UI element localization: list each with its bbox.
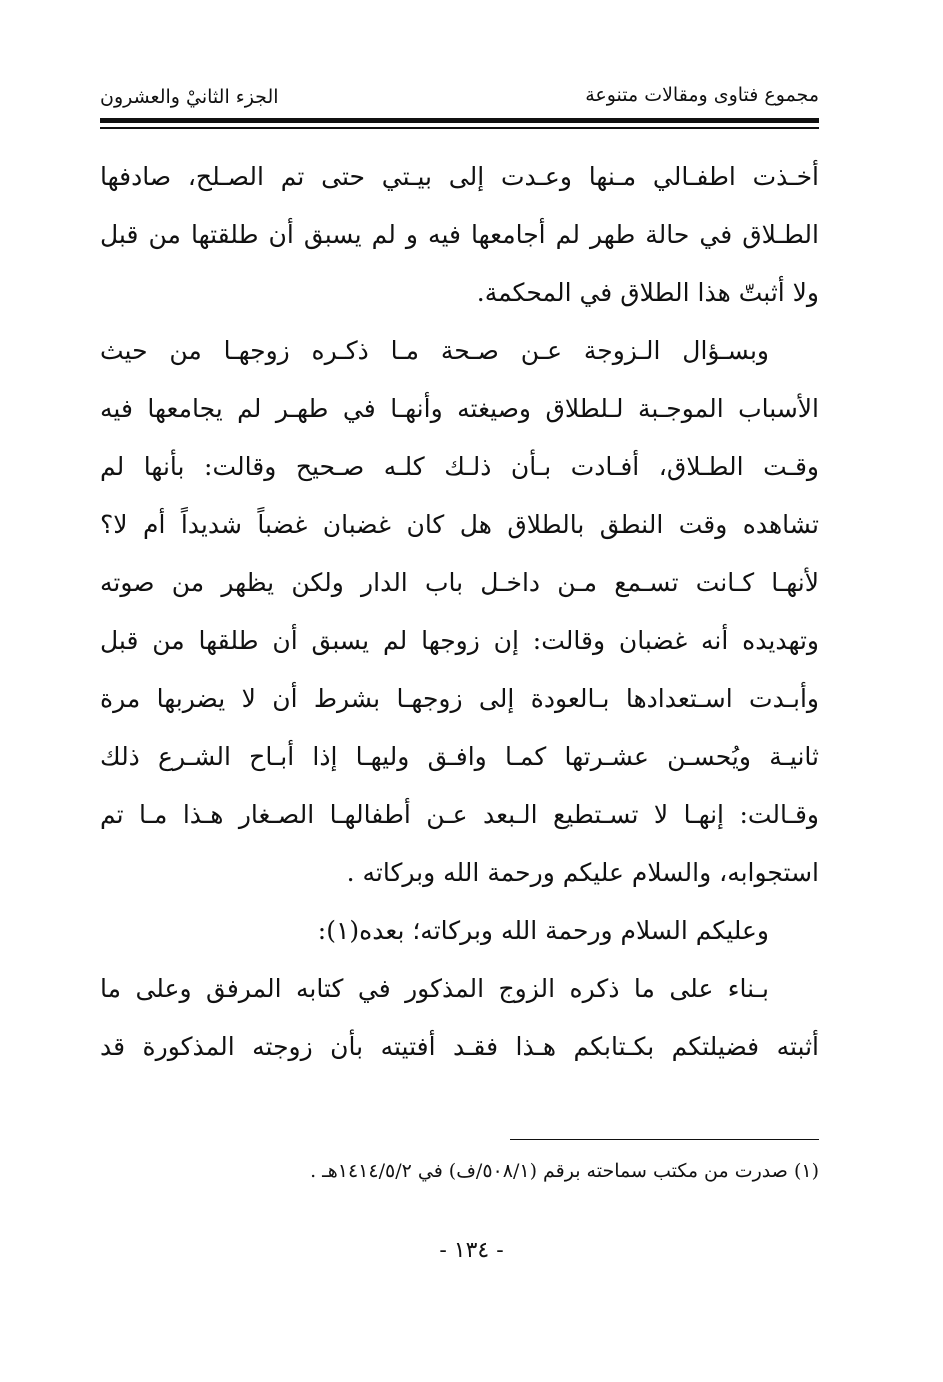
header-volume-title: الجزء الثانيْ والعشرون: [100, 86, 279, 108]
header-rule-thin: [100, 127, 819, 129]
footnote: (١) صدرت من مكتب سماحته برقم (٥٠٨/١/ف) في ١٤١٤/٥/٢هـ .: [310, 1160, 819, 1182]
text-line: لأنهـا كـانت تسـمع مـن داخـل باب الدار ولكن يظهر من صوته: [100, 568, 819, 597]
footnote-rule: [510, 1139, 819, 1140]
text-line: الأسباب الموجـبة لـلطلاق وصيغته وأنهـا في طهـر لم يجامعها فيه: [100, 394, 819, 423]
header-book-title: مجموع فتاوى ومقالات متنوعة: [585, 84, 819, 106]
text-line: أخـذت اطفـالي مـنها وعـدت إلى بيـتي حتى تم الصـلح، صادفها: [100, 162, 819, 191]
body-text: [100, 148, 819, 1076]
text-line: بـناء على ما ذكره الزوج المذكور في كتابه المرفق وعلى ما: [100, 974, 769, 1003]
text-line: وأبـدت اسـتعدادها بـالعودة إلى زوجهـا بشرط أن لا يضربها مرة: [100, 684, 819, 713]
text-line: ولا أثبتّ هذا الطلاق في المحكمة.: [476, 278, 819, 307]
text-line: وقـت الطـلاق، أفـادت بـأن ذلـك كلـه صـحيح وقالت: بأنها لم: [100, 452, 819, 481]
text-line: وقـالت: إنهـا لا تسـتطيع الـبعد عـن أطفالهـا الصـغار هـذا مـا تم: [100, 800, 819, 829]
text-line: الطـلاق في حالة طهر لم أجامعها فيه و لم يسبق أن طلقتها من قبل: [100, 220, 819, 249]
page-number: - ١٣٤ -: [439, 1238, 504, 1263]
text-line: تشاهده وقت النطق بالطلاق هل كان غضبان غضباً شديداً أم لا؟: [100, 510, 819, 539]
header-rule-thick: [100, 118, 819, 123]
text-line: استجوابه، والسلام عليكم ورحمة الله وبركاته .: [346, 858, 819, 887]
text-line: وعليكم السلام ورحمة الله وبركاته؛ بعده(١):: [317, 916, 769, 945]
text-line: وتهديده أنه غضبان وقالت: إن زوجها لم يسبق أن طلقها من قبل: [100, 626, 819, 655]
text-line: أثبته فضيلتكم بكـتابكم هـذا فقـد أفتيته بأن زوجته المذكورة قد: [100, 1032, 819, 1061]
text-line: وبسـؤال الـزوجة عـن صـحة مـا ذكـره زوجهـا من حيث: [100, 336, 769, 365]
text-line: ثانيـة ويُحسـن عشـرتها كمـا وافـق وليهـا إذا أبـاح الشـرع ذلك: [100, 742, 819, 771]
